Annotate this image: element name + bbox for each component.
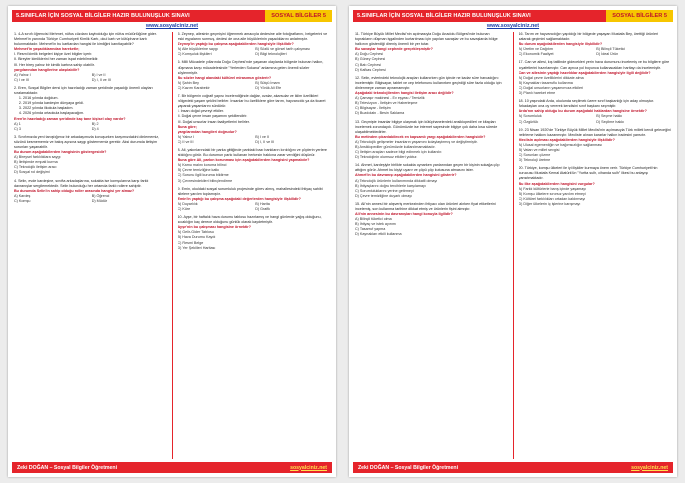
question-stem: 2. Eren, Sosyal Bilgiler dersi için hazırladığı zaman şeridinde yaşadığı önemli olayları sıralamaktadır. [14, 85, 153, 96]
question-stem: 7. Bir bölgenin coğrafi yapısı incelendiğinde dağlar, ovalar, akarsular ve iklim özellikleri bölgedeki yaşam şeklini belirler. İnsanlar bu özelliklere göre tarım, hayvancılık ya da ticaret yaparak yaşamlarını sürdürür. [177, 94, 326, 109]
question-block [519, 166, 672, 207]
question-prompt: Ahmet'in bu davranışı aşağıdakilerden hangisini gösterir? [355, 173, 457, 178]
answer-options [178, 202, 331, 212]
answer-option[interactable]: A) Teknolojik gelişmeler insanların yaşamını kolaylaştırmış ve değiştirmiştir. [355, 139, 478, 144]
answer-option[interactable]: B) Öğrenci [91, 193, 110, 198]
question-prompt: Eren'in hazırladığı zaman şeridinde kaç tane kişisel olay vardır? [14, 116, 126, 121]
subject-badge: SOSYAL BİLGİLER 5 [606, 10, 673, 22]
answer-option[interactable]: A) 1 [14, 121, 21, 126]
answer-option[interactable]: B) Hava Durumu Kaydı [177, 235, 216, 240]
question-block [355, 32, 508, 73]
answer-option[interactable]: C) Tasarruf yapma [355, 227, 386, 232]
answer-options [519, 114, 672, 124]
left-page [8, 6, 336, 477]
answer-options [14, 122, 167, 132]
answer-option[interactable]: D) Bilgi teknolojileri [255, 52, 287, 57]
answer-options [14, 194, 167, 204]
page-footer [12, 462, 332, 473]
list-item: 4. 2026 yılında ortaokula başlayacağım. [23, 111, 167, 116]
answer-option[interactable]: D) Yer Şekilleri Haritası [177, 245, 216, 250]
answer-option[interactable]: D) Teknoloji üretme [518, 158, 551, 163]
question-block [14, 86, 167, 132]
question-stem: 5. Zeynep, ailesinin geçmişini öğrenmek amacıyla dedesine aile fotoğraflarını, belgelerini ve eski eşyalarını sormuş, dedesi de ona aile büyüklerinin yaşadıklarını anlatmıştır. [177, 32, 328, 42]
answer-option[interactable]: C) II ve III [177, 139, 194, 144]
statement-item: I. İnsan doğal çevreyi etkiler. [177, 109, 225, 114]
list-item: 1. 2016 yılında doğdum. [23, 96, 167, 101]
question-prompt: Bu durum aşağıdakilerden hangisiyle ilişkilidir? [518, 42, 603, 47]
question-stem: 1. 4-A sınıfı öğrencisi Mehmet, nüfus cüzdanı kaybolduğu için nüfus müdürlüğüne gider. Mehmet'in yanında Türkiye Cumhuriyeti Kimlik Kartı, okul kartı ve kütüphane kartı bulunmaktadır. Mehmet'in bu kartlardan hangisi ile kimliğini kanıtlayabilir? [14, 32, 157, 47]
answer-option[interactable]: D) Çevresindekileri bilinçlendirme [177, 178, 233, 183]
answer-option[interactable]: A) Yalnız I [14, 72, 31, 77]
answer-option[interactable]: A) Doğal çevre özelliklerini dikkate alma [518, 75, 584, 80]
answer-option[interactable]: C) Teknolojik iletişim aracı [14, 165, 57, 170]
answer-option[interactable]: A) Üretim ve Dağıtım [518, 47, 553, 52]
answer-options [14, 73, 167, 83]
question-block [178, 32, 331, 57]
statement-item: II. Bireyler kimliklerini her zaman ispat edebilmelidir. [14, 57, 99, 62]
answer-option[interactable]: B) Güney Cephesi [355, 57, 386, 62]
answer-option[interactable]: A) Yalnız I [177, 134, 195, 139]
answer-option[interactable]: C) 3 [14, 126, 21, 131]
answer-option[interactable]: C) Sorunu ilgili kuruma bildirme [177, 173, 229, 178]
statement-item: III. Her birey yalnız bir kimlik kartına sahip olabilir. [14, 62, 95, 67]
question-prompt: Bu sözler hangi alandaki kültürel mirasımızı gösterir? [177, 75, 272, 80]
question-prompt: Buna göre; [177, 124, 197, 129]
answer-option[interactable]: C) Batı Cephesi [355, 62, 382, 67]
answer-option[interactable]: A) Çamaşır makinesi - Ev eşyası / Temizlik [355, 96, 425, 101]
question-stem: 4. Selin, evde kardeşine, sınıfta arkadaşlarına, sokakta ise komşularına karşı farklı davranışlar sergilemektedir. Selin bulunduğu her ortamda farklı rollere sahiptir. [14, 178, 149, 188]
answer-option[interactable]: B) 2 [91, 121, 99, 126]
question-block [178, 148, 331, 184]
question-prompt: yargılarından hangilerine ulaşılabilir? [14, 67, 80, 72]
answer-option[interactable]: A) Bilinçli tüketici olma [355, 217, 392, 222]
answer-option[interactable]: B) İhtiyaçlarını doğru tercihlerle karşılamayı [355, 183, 426, 188]
question-stem: 13. Geçmişte insanlar bilgiye ulaşmak için kütüphanelerdeki ansiklopedileri ve kitapları incelemek zorundaydı. Günümüzde ise internet sayesinde bilgiye çok daha kısa sürede ulaşabilmektedirler. [355, 119, 498, 134]
site-link[interactable]: www.sosyalciniz.net [486, 23, 540, 29]
question-prompt: yargılarından hangileri doğrudur? [177, 129, 237, 134]
list-item: 2. 2019 yılında kardeşim dünyaya geldi. [23, 101, 167, 106]
question-stem: 15. Ali'nin annesi bir alışveriş merkezinden ihtiyacı olan ürünleri alırken fiyat etiketlerini incelemiş, son kullanma tarihine dikkat etmiş ve ürünlerin fişini almıştır. [355, 201, 496, 211]
answer-options [519, 187, 672, 207]
question-prompt: Bu durum aşağıdakilerden hangisinin göstergesidir? [14, 150, 107, 155]
column-1 [355, 32, 508, 459]
answer-option[interactable]: A) Sorumluluk [518, 114, 542, 119]
answer-option[interactable]: D) Teknolojinin olumsuz etkileri yoktur. [355, 155, 418, 160]
column-divider [172, 32, 173, 459]
question-block [14, 32, 167, 83]
answer-option[interactable]: B) Televizyon - İletişim ve Haberleşme [355, 101, 418, 106]
question-block [355, 163, 508, 199]
question-prompt: Ali'nin annesinin bu davranışları hangi konuyla ilgilidir? [355, 212, 453, 217]
column-divider [513, 32, 514, 459]
answer-option[interactable]: C) Küre [177, 207, 191, 211]
site-link[interactable]: www.sosyalciniz.net [145, 23, 199, 29]
answer-options [355, 52, 508, 72]
question-stem: 17. Can ve ailesi, kış tatilinde gidecekleri yerin hava durumunu incelemiş ve bu bilgilere göre kıyafetlerini hazırlamıştır. Can ayrıca yol boyunca kullanacakları haritayı da incelemiştir. [518, 60, 670, 70]
answer-option[interactable]: B) Bilinçli Tüketici [596, 47, 626, 52]
question-block [178, 187, 331, 212]
answer-option[interactable]: D) 4 [91, 126, 99, 131]
answer-option[interactable]: D) Diğer ülkelerin iç işlerine karışmayı [518, 201, 581, 206]
answer-option[interactable]: C) I ve III [14, 77, 29, 82]
question-prompt: Ayşe'nin bu çalışması hangisine örnektir? [177, 225, 251, 230]
answer-option[interactable]: C) İletişim araçları sadece bilgi edinmek için kullanılır. [355, 150, 443, 155]
question-prompt: Zeynep'in yaptığı bu çalışma aşağıdakilerden hangisiyle ilişkilidir? [177, 42, 294, 47]
question-stem: 8. Ali, yakınlarındaki bir parka gittiğinde parktaki bazı bankların kırıldığını ve çöplerin yerlere atıldığını görür. Bu durumun parkı kullanan herkesin hakkına zarar verdiğini düşünür. [177, 147, 327, 158]
answer-option[interactable]: B) Vatan ve millet sevgisi [518, 147, 560, 152]
answer-option[interactable]: A) Aile büyüklerine saygı [177, 47, 218, 52]
answer-option[interactable]: B) İhtiyaç ve istek ayırımı [355, 222, 397, 227]
right-page [349, 6, 677, 477]
answer-option[interactable]: D) Buzdolabı - Besin Saklama [355, 111, 405, 116]
exam-title: 5.SINIFLAR İÇİN SOSYAL BİLGİLER HAZIR BULUNUŞLUK SINAVI [357, 13, 531, 19]
answer-option[interactable]: C) Bilgisayar - İletişim [355, 106, 391, 111]
answer-option[interactable]: C) Özgürlük [518, 119, 539, 124]
answer-option[interactable]: D) Grafik [255, 207, 270, 211]
page-header [12, 10, 332, 22]
answer-option[interactable]: A) Ulusal egemenliğin ve bağımsızlığın sağlanması [518, 142, 603, 147]
question-prompt: Bu ilke aşağıdakilerden hangisini vurgular? [518, 181, 595, 186]
footer-author: Zeki DOĞAN – Sosyal Bilgiler Öğretmeni [17, 464, 118, 471]
footer-site[interactable]: sosyalciniz.net [631, 464, 668, 471]
answer-option[interactable]: D) Sosyal rol değişimi [14, 170, 50, 175]
answer-option[interactable]: B) Komşu ülkelere sınırsız yardım etmeyi [518, 191, 586, 196]
answer-options [355, 217, 508, 237]
answer-option[interactable]: D) Yörük Ali Efe [255, 85, 282, 90]
question-stem: 10. Ayşe, bir haftalık hava durumu tablosu hazırlamış ve hangi günlerde yağış olduğunu, sıcaklığın kaç derece olduğunu günlük olarak kaydetmiştir. [177, 215, 322, 225]
answer-option[interactable]: B) Ansiklopediler günümüzde kullanılmamaktadır. [355, 144, 436, 149]
answer-option[interactable]: C) Sorunları çözme [518, 153, 551, 158]
column-2 [519, 32, 672, 459]
answer-option[interactable]: B) Kaynakları tasarruflu kullanma [518, 80, 573, 85]
column-1 [14, 32, 167, 459]
answer-options [519, 143, 672, 163]
answer-option[interactable]: C) Kültürel farklılıkları ortadan kaldırmayı [518, 196, 586, 201]
question-block [519, 99, 672, 124]
statement-item: I. Resmi kimlik belgeleri kişiye özel bilgiler içerir. [14, 52, 93, 57]
answer-option[interactable]: A) Teknolojik ürünlerin kullanımında dikkatli olmayı [355, 178, 438, 183]
answer-option[interactable]: A) Duyarlılık [177, 201, 198, 206]
subject-badge: SOSYAL BİLGİLER 5 [265, 10, 332, 22]
question-block [14, 135, 167, 176]
answer-options [178, 135, 331, 145]
question-block [14, 179, 167, 204]
answer-options [178, 47, 331, 57]
answer-options [178, 163, 331, 183]
question-emphasis: Mehmet'in yaşadıklarından hareketle; [14, 47, 80, 52]
question-block [355, 120, 508, 161]
answer-option[interactable]: C) Komşu [14, 198, 31, 203]
exam-title: 5.SINIFLAR İÇİN SOSYAL BİLGİLER HAZIR BULUNUŞLUK SINAVI [16, 13, 190, 19]
answer-option[interactable]: D) I, II ve III [255, 139, 275, 144]
answer-option[interactable]: D) Planlı hareket etme [518, 91, 556, 96]
answer-option[interactable]: B) İletişimde empati kurma [14, 160, 58, 165]
question-block [178, 215, 331, 251]
answer-option[interactable]: C) Resmi Belge [177, 240, 204, 245]
footer-author: Zeki DOĞAN – Sosyal Bilgiler Öğretmeni [358, 464, 459, 471]
answer-option[interactable]: C) Komşuluk ilişkileri [177, 52, 212, 57]
column-2 [178, 32, 331, 459]
question-stem: 3. Sınıfımızda yeni tanıştığımız bir arkadaşımızla konuşurken karşımızdakini dinlememiz, sözünü kesmememiz ve bakış açısına saygı göstermemiz gerekir. Aksi durumda iletişim sorunları yaşanabilir. [14, 134, 160, 149]
answer-option[interactable]: A) Farklı kültürlerle barış içinde yaşamayı [518, 186, 587, 191]
answer-option[interactable]: B) Harita [255, 201, 270, 206]
question-block [355, 202, 508, 238]
answer-option[interactable]: B) Çevre temizliğine katkı [177, 168, 220, 173]
question-prompt: Emin'in yaptığı bu çalışma aşağıdaki değerlerden hangisiyle ilişkilidir? [177, 196, 301, 201]
question-stem: 6. Milli Mücadele yıllarında Doğu Cephesi'nde yaşanan olaylarda bölgede bulunan halkın, düşmana karşı mücadelesinde "Yerlerden Sokana" anlamına gelen önemli sözler söylenmiştir. [177, 60, 324, 75]
question-stem: 11. Türkiye Büyük Millet Meclisi'nin açılmasıyla Doğu Anadolu Bölgesi'nde bulunan toprakların düşman işgalinden kurtarılması için yapılan savaşlar ve bu savaşlarda bölge halkının gösterdiği direniş önemli bir yer tutar. [355, 32, 498, 47]
answer-option[interactable]: B) I ve II [255, 134, 269, 139]
footer-site[interactable]: sosyalciniz.net [290, 464, 327, 471]
page-footer [353, 462, 673, 473]
answer-option[interactable]: B) I ve II [91, 72, 106, 77]
answer-option[interactable]: D) I, II ve III [91, 77, 111, 82]
question-columns [355, 32, 671, 459]
statement-item: III. Doğal unsurlar insan faaliyetlerini belirler. [177, 119, 250, 124]
question-prompt: Can ve ailesinin yaptığı hazırlıklar aşağıdakilerden hangisiyle ilgili değildir? [518, 70, 651, 75]
question-stem: 19. 23 Nisan 1920'de Türkiye Büyük Millet Meclisi'nin açılmasıyla Türk milleti kendi geleceğini belirleme hakkını kazanmıştır. Mecliste alınan kararlar halkın iradesini yansıtır. [518, 127, 671, 137]
answer-options [519, 76, 672, 96]
question-block [519, 60, 672, 96]
question-columns [14, 32, 330, 459]
answer-option[interactable]: D) Çevre temizliğine duyarlı olmayı [355, 193, 413, 198]
answer-option[interactable]: A) Doğu Cephesi [355, 52, 384, 57]
answer-options [355, 140, 508, 160]
page-header [353, 10, 673, 22]
list-item: 3. 2022 yılında ilkokula başladım. [23, 106, 167, 111]
answer-options [14, 155, 167, 175]
answer-option[interactable]: C) Doğal unsurların yaşamımıza etkileri [518, 85, 584, 90]
question-prompt: Meclisin açılması aşağıdakilerden hangisiyle ilişkilidir? [518, 137, 615, 142]
answer-option[interactable]: C) Kazım Karabekir [177, 85, 210, 90]
answer-option[interactable]: B) Sütçü İmam [255, 80, 280, 85]
question-prompt: Bu durumda Selin'in sahip olduğu roller arasında hangisi yer almaz? [14, 188, 135, 193]
question-block [178, 60, 331, 91]
question-prompt: Bu metinden çıkarılabilecek en kapsamlı yargı aşağıdakilerden hangisidir? [355, 134, 486, 139]
answer-options [178, 81, 331, 91]
answer-option[interactable]: D) Seçilme hakkı [596, 119, 625, 124]
question-block [519, 32, 672, 57]
question-stem: 12. Selin, evlerindeki teknolojik araçları kullanırken gün içinde ne kadar süre harcadığını incelemiştir. Bilgisayar, tablet ve cep telefonunu kullanırken geçirdiği süre fazla olduğu için dinlenmeye zaman ayıramamıştır. [355, 75, 502, 90]
statement-item: II. Doğal çevre insan yaşamını şekillendirir. [177, 114, 248, 119]
answer-option[interactable]: A) Gelir-Gider Tablosu [177, 230, 214, 235]
answer-option[interactable]: C) Sorumluluklarını yerine getirmeyi [355, 188, 414, 193]
answer-option[interactable]: B) Seçme hakkı [596, 114, 623, 119]
answer-options [355, 96, 508, 116]
answer-option[interactable]: D) Müdür [91, 198, 108, 203]
answer-option[interactable]: A) Şahin Bey [177, 80, 200, 85]
answer-option[interactable]: A) Kardeş [14, 193, 31, 198]
question-prompt: Bu savaşlar hangi cephede gerçekleşmiştir? [355, 47, 433, 52]
question-block [355, 76, 508, 117]
question-block [178, 94, 331, 145]
answer-option[interactable]: A) Kamu malını koruma bilinci [177, 163, 227, 168]
answer-option[interactable]: D) Kafkas Cephesi [355, 67, 386, 72]
answer-options [355, 179, 508, 199]
answer-option[interactable]: C) Ekonomik Faaliyet [518, 52, 554, 57]
question-list [14, 96, 167, 116]
question-stem: 18. 10 yaşındaki Arda, okulunda seçilmek üzere sınıf başkanlığı için aday olmuştur. Arkadaşları ona oy vererek kendisini sınıf başkanı seçmiştir. [518, 99, 654, 109]
answer-options [178, 230, 331, 250]
question-stem: 9. Emin, okuldaki sosyal sorumluluk projesinde görev almış, mahallesindeki ihtiyaç sahibi ailelere yardım toplamıştır. [177, 186, 323, 196]
answer-options [519, 47, 672, 57]
answer-option[interactable]: D) Kaynakları etkili kullanma [355, 232, 402, 237]
question-stem: 16. Tarım ve hayvancılığın yapıldığı bir bölgede yaşayan Mustafa Bey, ürettiği ürünleri satarak geçimini sağlamaktadır. [518, 32, 659, 42]
question-prompt: Arda'nın sahip olduğu bu durum aşağıdaki haklardan hangisine örnektir? [518, 109, 647, 114]
answer-option[interactable]: B) Sözlü ve görsel tarih çalışması [255, 47, 310, 52]
question-prompt: Aşağıdaki teknolojilerden hangisi iletişim aracı değildir? [355, 91, 454, 96]
answer-option[interactable]: D) İdeal Ürün [596, 52, 619, 57]
question-stem: 14. Ahmet, kardeşiyle birlikte sokakta oynarken yanlarından geçen bir kişinin sokağa çöp attığını görür. Ahmet bu kişiyi uyarır ve çöpü çöp kutusuna atmasını ister. [355, 163, 500, 173]
answer-option[interactable]: A) Bireysel farklılıklara saygı [14, 155, 61, 160]
question-stem: 20. Türkiye, komşu ülkeleri ile iyi ilişkiler kurmaya önem verir. Türkiye Cumhuriyeti'nin kurucusu Mustafa Kemal Atatürk'ün "Yurtta sulh, cihanda sulh" ilkesi bu anlayışı yansıtmaktadır. [518, 166, 658, 181]
question-prompt: Buna göre Ali, parkın korunması için aşağıdakilerden hangisini yapmalıdır? [177, 158, 310, 163]
question-block [519, 128, 672, 164]
